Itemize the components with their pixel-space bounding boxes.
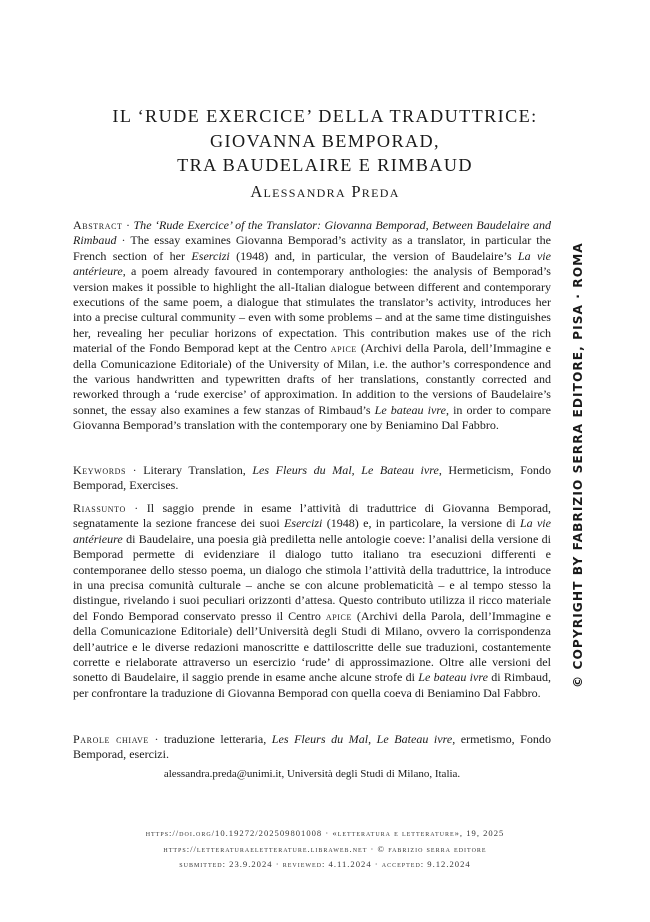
footer-doi-line: https://doi.org/10.19272/202509801008 · «letteratura e letterature», 19, 2025 <box>145 828 505 838</box>
parole-text-2: , <box>368 732 377 746</box>
riassunto-esercizi: Esercizi <box>284 516 323 531</box>
title-line-2: GIOVANNA BEMPORAD, <box>209 130 440 151</box>
abstract-apice: apice <box>330 341 357 356</box>
abstract-esercizi: Esercizi <box>191 248 230 263</box>
riassunto-text-1: Il saggio prende in esame l’attività di traduttrice di Giovanna Bemporad, segnatamente la sezione francese dei suoi <box>73 501 551 531</box>
parole-text-3: , ermetismo, Fondo Bemporad, esercizi. <box>73 732 551 762</box>
parole-bateau: Le Bateau ivre <box>376 732 453 746</box>
abstract-text-4: (Archivi della Parola, dell’Immagine e della Comunicazione Editoriale) of the University of Milan, i.e. the author’s correspondence and the various handwritten and typewritten drafts of her translations, constantly corrected and reworked through a ‘rude exercise’ of approximation. In addition to the versions of Baudelaire’s sonnet, the essay also examines a few stanzas of Rimbaud’s <box>73 341 551 417</box>
parole-chiave-paragraph <box>73 732 551 763</box>
abstract-sep: · <box>122 218 134 232</box>
footer-dates-line: submitted: 23.9.2024 · reviewed: 4.11.2024 · accepted: 9.12.2024 <box>179 859 471 869</box>
parole-text-1: traduzione letteraria, <box>164 732 272 746</box>
keywords-fleurs: Les Fleurs du Mal <box>252 463 352 477</box>
keywords-text-3: , Hermeticism, Fondo Bemporad, Exercises. <box>73 463 551 493</box>
page-footer <box>40 826 610 873</box>
abstract-text-2: (1948) and, in particular, the version of Baudelaire’s <box>229 248 518 263</box>
parole-label: Parole chiave <box>73 732 149 746</box>
abstract-bateau: Le bateau ivre <box>374 402 446 417</box>
keywords-label: Keywords <box>73 463 127 477</box>
riassunto-sep: · <box>125 501 147 515</box>
abstract-english-title: The ‘Rude Exercice’ of the Translator: Giovanna Bemporad, Between Baudelaire and Rimbaud <box>73 218 551 248</box>
footer-url-line: https://letteraturaeletterature.libraweb.net · © fabrizio serra editore <box>163 843 487 854</box>
abstract-paragraph <box>73 218 551 434</box>
abstract-text-3: , a poem already favoured in contemporary anthologies: the analysis of Bemporad’s version makes it possible to highlight the all-Italian dialogue between different and contemporary executions of the same poem, a dialogue that stimulates the translator’s activity, introduces her into a precise cultural community – even with some problems – and at the same time distinguishes her, revealing her peculiar horizons of expectation. This contribution makes use of the rich material of the Fondo Bemporad kept at the Centro <box>73 264 551 356</box>
article-title <box>60 104 590 178</box>
parole-sep: · <box>148 732 165 746</box>
keywords-bateau: Le Bateau ivre <box>361 463 439 477</box>
abstract-text-5: , in order to compare Giovanna Bemporad’s translation with the contemporary one by Beniamino Dal Fabbro. <box>73 402 551 433</box>
riassunto-text-5: di Rimbaud, per confrontare la traduzione di Giovanna Bemporad con quella coeva di Beniamino Dal Fabbro. <box>73 670 552 700</box>
riassunto-vie: La vie antérieure <box>73 516 552 546</box>
copyright-vertical: © COPYRIGHT BY FABRIZIO SERRA EDITORE, PISA · ROMA <box>571 242 585 688</box>
title-line-1: IL ‘RUDE EXERCICE’ DELLA TRADUTTRICE: <box>112 106 538 126</box>
abstract-vie: La vie antérieure <box>73 248 552 279</box>
riassunto-bateau: Le bateau ivre <box>418 670 488 685</box>
riassunto-text-4: (Archivi della Parola, dell’Immagine e della Comunicazione Editoriale) dell’Università degli Studi di Milano, ovvero la corrispondenza dell’autrice e le diverse redazioni manoscritte e dattiloscritte delle sue traduzioni, costantemente corrette e rielaborate attraverso un esercizio ‘rude’ di approssimazione. Oltre alle versioni del sonetto di Baudelaire, il saggio prende in esame anche alcune strofe di <box>73 608 551 685</box>
abstract-text-1: The essay examines Giovanna Bemporad’s activity as a translator, in particular the French section of her <box>73 233 551 263</box>
riassunto-apice: apice <box>325 608 352 623</box>
abstract-sep-2: · <box>116 233 131 248</box>
riassunto-paragraph <box>73 501 551 701</box>
author-email-affiliation: alessandra.preda@unimi.it, Università degli Studi di Milano, Italia. <box>163 768 461 780</box>
keywords-sep: · <box>126 463 144 477</box>
author-name: Alessandra Preda <box>250 182 400 201</box>
keywords-text-2: , <box>351 463 362 477</box>
riassunto-label: Riassunto <box>73 501 126 515</box>
riassunto-text-2: (1948) e, in particolare, la versione di <box>322 516 520 531</box>
keywords-text-1: Literary Translation, <box>143 463 253 477</box>
title-line-3: TRA BAUDELAIRE E RIMBAUD <box>177 155 473 175</box>
abstract-label: Abstract <box>73 218 123 232</box>
parole-fleurs: Les Fleurs du Mal <box>271 732 369 746</box>
riassunto-text-3: di Baudelaire, una poesia già prediletta nelle antologie coeve: l’analisi della versione di Bemporad permette di evidenziare il dialogo tutto italiano tra esecuzioni differenti e contemporanee dello stesso poema, un dialogo che stimola l’attività della traduttrice, la introduce in una precisa comunità culturale – anche se con alcune problematicità – e al tempo stesso la distingue, rivelando i suoi peculiari orizzonti d’attesa. Questo contributo utilizza il ricco materiale del Fondo Bemporad conservato presso il Centro <box>73 531 551 623</box>
keywords-paragraph <box>73 463 551 494</box>
